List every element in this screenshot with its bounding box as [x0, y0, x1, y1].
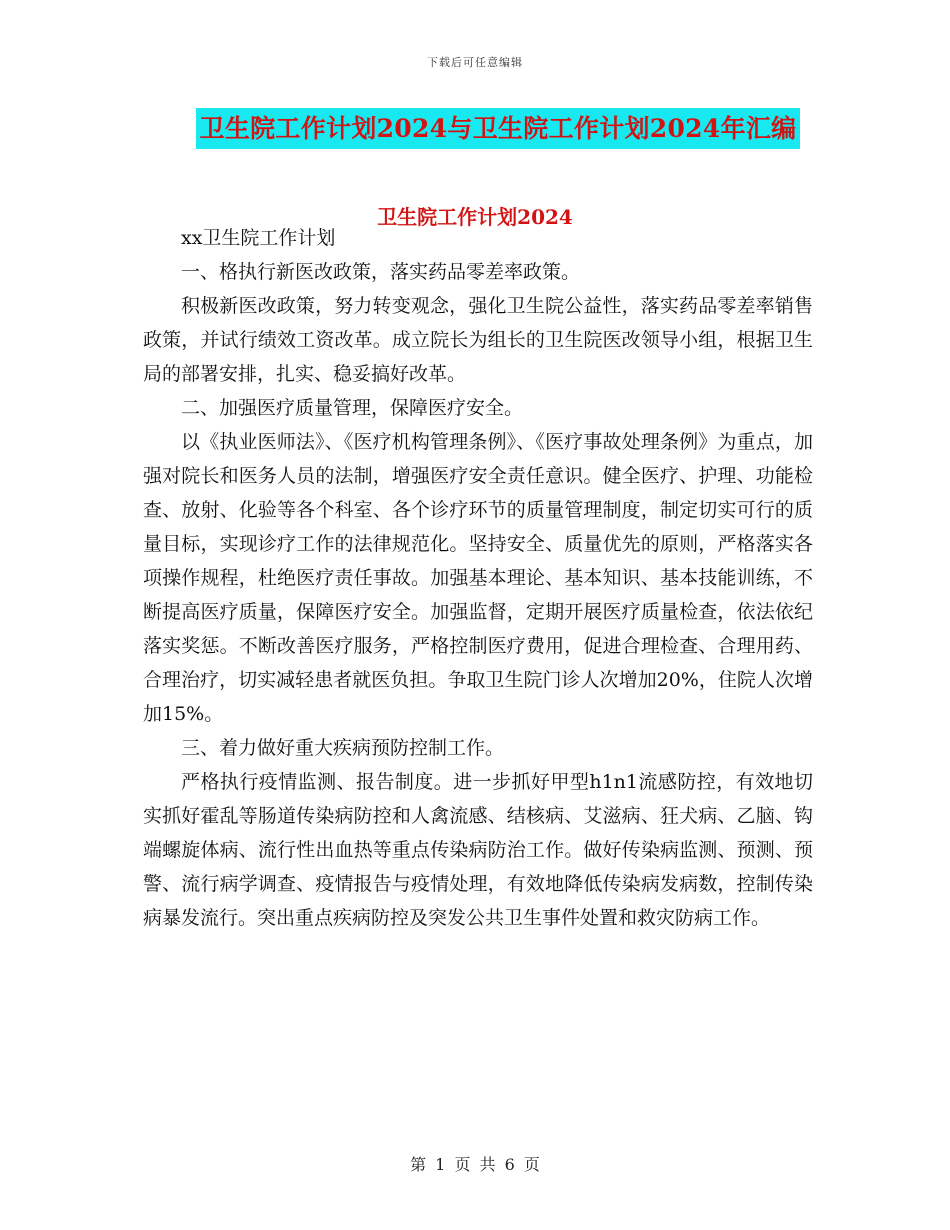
paragraph: 二、加强医疗质量管理，保障医疗安全。 [181, 397, 524, 419]
main-title-container [0, 108, 950, 149]
section-title: 卫生院工作计划2024 [377, 205, 573, 229]
paragraph: 严格执行疫情监测、报告制度。进一步抓好甲型h1n1流感防控，有效地切实抓好霍乱等肠道传染病防控和人禽流感、结核病、艾滋病、狂犬病、乙脑、钩端螺旋体病、流行性出血热等重点传染病防治工作。做好传染病监测、预测、预警、流行病学调查、疫情报告与疫情处理，有效地降低传染病发病数，控制传染病暴发流行。突出重点疾病防控及突发公共卫生事件处置和救灾防病工作。 [143, 771, 813, 929]
paragraph: 一、格执行新医改政策，落实药品零差率政策。 [181, 261, 581, 283]
page-number-footer: 第 1 页 共 6 页 [410, 1155, 540, 1174]
page-header-note: 下载后可任意编辑 [427, 56, 523, 69]
paragraph: 以《执业医师法》、《医疗机构管理条例》、《医疗事故处理条例》为重点，加强对院长和医务人员的法制，增强医疗安全责任意识。健全医疗、护理、功能检查、放射、化验等各个科室、各个诊疗环节的质量管理制度，制定切实可行的质量目标，实现诊疗工作的法律规范化。坚持安全、质量优先的原则，严格落实各项操作规程，杜绝医疗责任事故。加强基本理论、基本知识、基本技能训练，不断提高医疗质量，保障医疗安全。加强监督，定期开展医疗质量检查，依法依纪落实奖惩。不断改善医疗服务，严格控制医疗费用，促进合理检查、合理用药、合理治疗，切实减轻患者就医负担。争取卫生院门诊人次增加20%，住院人次增加15%。 [143, 431, 813, 725]
document-main-title: 卫生院工作计划2024与卫生院工作计划2024年汇编 [196, 108, 801, 149]
document-body [143, 221, 813, 935]
paragraph: 三、着力做好重大疾病预防控制工作。 [181, 737, 505, 759]
paragraph: 积极新医改政策，努力转变观念，强化卫生院公益性，落实药品零差率销售政策，并试行绩效工资改革。成立院长为组长的卫生院医改领导小组，根据卫生局的部署安排，扎实、稳妥搞好改革。 [143, 295, 813, 385]
paragraph: xx卫生院工作计划 [181, 227, 336, 249]
